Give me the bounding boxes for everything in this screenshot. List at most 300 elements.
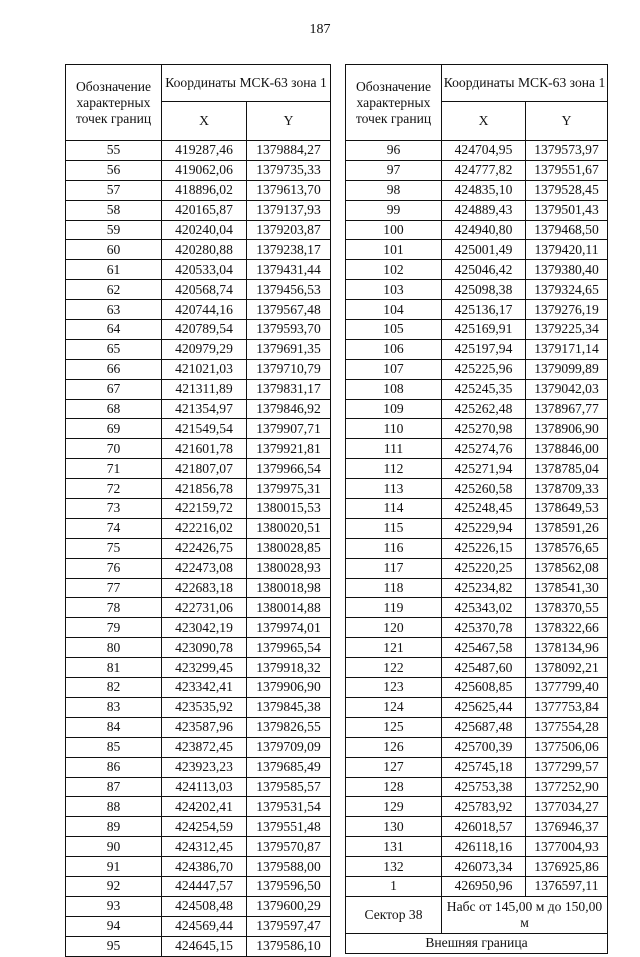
y-coordinate-cell: 1378906,90: [526, 419, 608, 439]
table-row: [346, 538, 608, 558]
y-column-header: Y: [247, 102, 331, 141]
x-coordinate-cell: 425226,15: [442, 538, 526, 558]
point-number-cell: 96: [346, 141, 442, 161]
y-coordinate-cell: 1379238,17: [247, 240, 331, 260]
sector-height-range: Набс от 145,00 м до 150,00 м: [442, 896, 608, 933]
table-row: [66, 658, 331, 678]
y-coordinate-cell: 1377252,90: [526, 777, 608, 797]
x-coordinate-cell: 425260,58: [442, 479, 526, 499]
x-coordinate-cell: 422426,75: [162, 538, 247, 558]
y-coordinate-cell: 1379042,03: [526, 379, 608, 399]
table-row: [346, 160, 608, 180]
point-number-cell: 129: [346, 797, 442, 817]
y-coordinate-cell: 1377004,93: [526, 837, 608, 857]
table-row: [66, 777, 331, 797]
x-coordinate-cell: 421354,97: [162, 399, 247, 419]
table-row: [66, 797, 331, 817]
y-coordinate-cell: 1379826,55: [247, 717, 331, 737]
table-row: [346, 618, 608, 638]
table-row: [346, 439, 608, 459]
x-coordinate-cell: 420533,04: [162, 260, 247, 280]
sector-label: Сектор 38: [346, 896, 442, 933]
y-coordinate-cell: 1377506,06: [526, 737, 608, 757]
y-coordinate-cell: 1380020,51: [247, 518, 331, 538]
y-coordinate-cell: 1378134,96: [526, 638, 608, 658]
table-row: [66, 598, 331, 618]
y-coordinate-cell: 1379420,11: [526, 240, 608, 260]
y-coordinate-cell: 1379735,33: [247, 160, 331, 180]
table-row: [66, 618, 331, 638]
y-coordinate-cell: 1377034,27: [526, 797, 608, 817]
x-coordinate-cell: 420744,16: [162, 300, 247, 320]
y-coordinate-cell: 1379203,87: [247, 220, 331, 240]
point-number-cell: 127: [346, 757, 442, 777]
x-coordinate-cell: 425783,92: [442, 797, 526, 817]
x-coordinate-cell: 425262,48: [442, 399, 526, 419]
y-coordinate-cell: 1379570,87: [247, 837, 331, 857]
table-row: [346, 598, 608, 618]
table-row: [346, 857, 608, 877]
x-coordinate-cell: 422159,72: [162, 499, 247, 519]
y-coordinate-cell: 1377799,40: [526, 678, 608, 698]
y-coordinate-cell: 1379531,54: [247, 797, 331, 817]
point-number-cell: 81: [66, 658, 162, 678]
x-coordinate-cell: 424889,43: [442, 200, 526, 220]
point-number-cell: 132: [346, 857, 442, 877]
x-coordinate-cell: 423342,41: [162, 678, 247, 698]
y-coordinate-cell: 1379324,65: [526, 280, 608, 300]
left-table-body: [66, 141, 331, 957]
x-coordinate-cell: 419062,06: [162, 160, 247, 180]
x-coordinate-cell: 425046,42: [442, 260, 526, 280]
coordinates-table-right: [345, 64, 608, 954]
x-coordinate-cell: 425225,96: [442, 359, 526, 379]
point-designation-header: Обозначение характерных точек границ: [66, 65, 162, 141]
y-coordinate-cell: 1379685,49: [247, 757, 331, 777]
table-row: [66, 300, 331, 320]
point-number-cell: 58: [66, 200, 162, 220]
point-number-cell: 83: [66, 697, 162, 717]
x-coordinate-cell: 426118,16: [442, 837, 526, 857]
table-row: [346, 777, 608, 797]
table-row: [66, 857, 331, 877]
table-row: [346, 419, 608, 439]
point-number-cell: 105: [346, 320, 442, 340]
table-row: [346, 399, 608, 419]
y-coordinate-cell: 1379528,45: [526, 180, 608, 200]
x-coordinate-cell: 425370,78: [442, 618, 526, 638]
y-coordinate-cell: 1379380,40: [526, 260, 608, 280]
point-number-cell: 88: [66, 797, 162, 817]
table-row: [66, 538, 331, 558]
point-number-cell: 57: [66, 180, 162, 200]
point-number-cell: 62: [66, 280, 162, 300]
point-number-cell: 73: [66, 499, 162, 519]
x-coordinate-cell: 425234,82: [442, 578, 526, 598]
x-coordinate-cell: 424312,45: [162, 837, 247, 857]
y-coordinate-cell: 1379884,27: [247, 141, 331, 161]
y-coordinate-cell: 1379600,29: [247, 896, 331, 916]
page-number: 187: [309, 22, 331, 37]
table-row: [346, 200, 608, 220]
point-number-cell: 102: [346, 260, 442, 280]
table-row: [346, 220, 608, 240]
point-number-cell: 95: [66, 936, 162, 956]
table-row: [346, 578, 608, 598]
x-coordinate-cell: 424645,15: [162, 936, 247, 956]
x-coordinate-cell: 420789,54: [162, 320, 247, 340]
x-coordinate-cell: 425001,49: [442, 240, 526, 260]
y-coordinate-cell: 1379276,19: [526, 300, 608, 320]
y-column-header: Y: [526, 102, 608, 141]
x-coordinate-cell: 425625,44: [442, 697, 526, 717]
x-coordinate-cell: 425343,02: [442, 598, 526, 618]
table-row: [346, 837, 608, 857]
y-coordinate-cell: 1379588,00: [247, 857, 331, 877]
x-coordinate-cell: 420568,74: [162, 280, 247, 300]
x-coordinate-cell: 425687,48: [442, 717, 526, 737]
table-row: [346, 817, 608, 837]
y-coordinate-cell: 1379573,97: [526, 141, 608, 161]
table-row: [66, 260, 331, 280]
table-row: [66, 320, 331, 340]
y-coordinate-cell: 1377554,28: [526, 717, 608, 737]
x-coordinate-cell: 422731,06: [162, 598, 247, 618]
x-coordinate-cell: 419287,46: [162, 141, 247, 161]
x-coordinate-cell: 424704,95: [442, 141, 526, 161]
table-row: [346, 459, 608, 479]
point-number-cell: 80: [66, 638, 162, 658]
table-row: [66, 916, 331, 936]
point-number-cell: 103: [346, 280, 442, 300]
point-number-cell: 72: [66, 479, 162, 499]
point-number-cell: 108: [346, 379, 442, 399]
y-coordinate-cell: 1380028,85: [247, 538, 331, 558]
point-number-cell: 61: [66, 260, 162, 280]
y-coordinate-cell: 1379225,34: [526, 320, 608, 340]
y-coordinate-cell: 1379613,70: [247, 180, 331, 200]
point-number-cell: 86: [66, 757, 162, 777]
y-coordinate-cell: 1376597,11: [526, 876, 608, 896]
y-coordinate-cell: 1378562,08: [526, 558, 608, 578]
table-row: [66, 379, 331, 399]
point-number-cell: 116: [346, 538, 442, 558]
y-coordinate-cell: 1379691,35: [247, 339, 331, 359]
x-coordinate-cell: 422216,02: [162, 518, 247, 538]
x-coordinate-cell: 424254,59: [162, 817, 247, 837]
y-coordinate-cell: 1378591,26: [526, 518, 608, 538]
x-coordinate-cell: 425753,38: [442, 777, 526, 797]
x-coordinate-cell: 425245,35: [442, 379, 526, 399]
x-coordinate-cell: 425467,58: [442, 638, 526, 658]
table-row: [66, 359, 331, 379]
point-number-cell: 118: [346, 578, 442, 598]
y-coordinate-cell: 1379907,71: [247, 419, 331, 439]
table-row: [66, 499, 331, 519]
table-row: [346, 697, 608, 717]
table-row: [346, 479, 608, 499]
y-coordinate-cell: 1379431,44: [247, 260, 331, 280]
x-column-header: X: [162, 102, 247, 141]
x-coordinate-cell: 423299,45: [162, 658, 247, 678]
table-row: [346, 678, 608, 698]
point-number-cell: 104: [346, 300, 442, 320]
point-number-cell: 117: [346, 558, 442, 578]
table-row: [346, 876, 608, 896]
x-coordinate-cell: 425274,76: [442, 439, 526, 459]
x-coordinate-cell: 426018,57: [442, 817, 526, 837]
x-coordinate-cell: 425700,39: [442, 737, 526, 757]
point-number-cell: 111: [346, 439, 442, 459]
y-coordinate-cell: 1379974,01: [247, 618, 331, 638]
point-number-cell: 65: [66, 339, 162, 359]
table-row: [66, 280, 331, 300]
x-coordinate-cell: 422683,18: [162, 578, 247, 598]
table-row: [346, 658, 608, 678]
table-row: [346, 141, 608, 161]
y-coordinate-cell: 1377753,84: [526, 697, 608, 717]
y-coordinate-cell: 1379551,48: [247, 817, 331, 837]
point-number-cell: 87: [66, 777, 162, 797]
y-coordinate-cell: 1379845,38: [247, 697, 331, 717]
x-coordinate-cell: 425136,17: [442, 300, 526, 320]
x-coordinate-cell: 425271,94: [442, 459, 526, 479]
point-number-cell: 124: [346, 697, 442, 717]
x-coordinate-cell: 425169,91: [442, 320, 526, 340]
x-coordinate-cell: 424386,70: [162, 857, 247, 877]
x-coordinate-cell: 425270,98: [442, 419, 526, 439]
point-number-cell: 128: [346, 777, 442, 797]
x-coordinate-cell: 426073,34: [442, 857, 526, 877]
point-number-cell: 92: [66, 876, 162, 896]
x-coordinate-cell: 424777,82: [442, 160, 526, 180]
table-row: [346, 260, 608, 280]
y-coordinate-cell: 1376946,37: [526, 817, 608, 837]
point-number-cell: 98: [346, 180, 442, 200]
y-coordinate-cell: 1380014,88: [247, 598, 331, 618]
x-coordinate-cell: 425229,94: [442, 518, 526, 538]
x-coordinate-cell: 424447,57: [162, 876, 247, 896]
point-number-cell: 100: [346, 220, 442, 240]
table-row: [66, 160, 331, 180]
point-number-cell: 101: [346, 240, 442, 260]
point-number-cell: 106: [346, 339, 442, 359]
boundary-type: Внешняя граница: [346, 933, 608, 953]
x-coordinate-cell: 424113,03: [162, 777, 247, 797]
y-coordinate-cell: 1378092,21: [526, 658, 608, 678]
table-row: [66, 180, 331, 200]
table-row: [346, 518, 608, 538]
y-coordinate-cell: 1378709,33: [526, 479, 608, 499]
x-coordinate-cell: 425248,45: [442, 499, 526, 519]
table-row: [346, 558, 608, 578]
point-number-cell: 68: [66, 399, 162, 419]
table-row: [66, 479, 331, 499]
table-row: [346, 180, 608, 200]
coordinates-header: Координаты МСК-63 зона 1: [442, 65, 608, 102]
y-coordinate-cell: 1378322,66: [526, 618, 608, 638]
y-coordinate-cell: 1379918,32: [247, 658, 331, 678]
y-coordinate-cell: 1379551,67: [526, 160, 608, 180]
table-row: [66, 200, 331, 220]
point-number-cell: 64: [66, 320, 162, 340]
point-number-cell: 126: [346, 737, 442, 757]
table-row: [66, 578, 331, 598]
coordinates-table-left: [65, 64, 331, 957]
point-number-cell: 55: [66, 141, 162, 161]
point-number-cell: 82: [66, 678, 162, 698]
x-coordinate-cell: 422473,08: [162, 558, 247, 578]
x-coordinate-cell: 425197,94: [442, 339, 526, 359]
y-coordinate-cell: 1379710,79: [247, 359, 331, 379]
point-designation-header: Обозначение характерных точек границ: [346, 65, 442, 141]
y-coordinate-cell: 1379171,14: [526, 339, 608, 359]
table-row: [346, 240, 608, 260]
y-coordinate-cell: 1379501,43: [526, 200, 608, 220]
point-number-cell: 67: [66, 379, 162, 399]
point-number-cell: 120: [346, 618, 442, 638]
y-coordinate-cell: 1378846,00: [526, 439, 608, 459]
point-number-cell: 114: [346, 499, 442, 519]
y-coordinate-cell: 1378785,04: [526, 459, 608, 479]
point-number-cell: 125: [346, 717, 442, 737]
coordinates-header: Координаты МСК-63 зона 1: [162, 65, 331, 102]
y-coordinate-cell: 1380028,93: [247, 558, 331, 578]
point-number-cell: 85: [66, 737, 162, 757]
point-number-cell: 123: [346, 678, 442, 698]
x-coordinate-cell: 423923,23: [162, 757, 247, 777]
table-row: [66, 419, 331, 439]
y-coordinate-cell: 1378541,30: [526, 578, 608, 598]
y-coordinate-cell: 1379567,48: [247, 300, 331, 320]
table-row: [66, 518, 331, 538]
y-coordinate-cell: 1379921,81: [247, 439, 331, 459]
x-coordinate-cell: 424202,41: [162, 797, 247, 817]
x-coordinate-cell: 420240,04: [162, 220, 247, 240]
table-row: [66, 936, 331, 956]
point-number-cell: 63: [66, 300, 162, 320]
table-row: [66, 141, 331, 161]
y-coordinate-cell: 1380015,53: [247, 499, 331, 519]
y-coordinate-cell: 1379099,89: [526, 359, 608, 379]
table-row: [66, 678, 331, 698]
y-coordinate-cell: 1378370,55: [526, 598, 608, 618]
point-number-cell: 91: [66, 857, 162, 877]
right-table-body: [346, 141, 608, 897]
x-column-header: X: [442, 102, 526, 141]
x-coordinate-cell: 423872,45: [162, 737, 247, 757]
x-coordinate-cell: 424835,10: [442, 180, 526, 200]
x-coordinate-cell: 420165,87: [162, 200, 247, 220]
x-coordinate-cell: 421601,78: [162, 439, 247, 459]
point-number-cell: 122: [346, 658, 442, 678]
y-coordinate-cell: 1378576,65: [526, 538, 608, 558]
x-coordinate-cell: 424940,80: [442, 220, 526, 240]
x-coordinate-cell: 425745,18: [442, 757, 526, 777]
table-row: [346, 757, 608, 777]
point-number-cell: 110: [346, 419, 442, 439]
x-coordinate-cell: 421021,03: [162, 359, 247, 379]
x-coordinate-cell: 418896,02: [162, 180, 247, 200]
point-number-cell: 93: [66, 896, 162, 916]
y-coordinate-cell: 1376925,86: [526, 857, 608, 877]
y-coordinate-cell: 1379975,31: [247, 479, 331, 499]
x-coordinate-cell: 420979,29: [162, 339, 247, 359]
point-number-cell: 107: [346, 359, 442, 379]
point-number-cell: 74: [66, 518, 162, 538]
table-row: [66, 737, 331, 757]
table-row: [66, 339, 331, 359]
y-coordinate-cell: 1379585,57: [247, 777, 331, 797]
x-coordinate-cell: 423090,78: [162, 638, 247, 658]
y-coordinate-cell: 1379593,70: [247, 320, 331, 340]
table-row: [346, 797, 608, 817]
point-number-cell: 75: [66, 538, 162, 558]
x-coordinate-cell: 424508,48: [162, 896, 247, 916]
table-row: [66, 757, 331, 777]
point-number-cell: 66: [66, 359, 162, 379]
point-number-cell: 60: [66, 240, 162, 260]
table-row: [66, 558, 331, 578]
table-row: [346, 359, 608, 379]
x-coordinate-cell: 425098,38: [442, 280, 526, 300]
y-coordinate-cell: 1379846,92: [247, 399, 331, 419]
table-row: [66, 459, 331, 479]
point-number-cell: 90: [66, 837, 162, 857]
x-coordinate-cell: 425487,60: [442, 658, 526, 678]
table-row: [66, 817, 331, 837]
y-coordinate-cell: 1379456,53: [247, 280, 331, 300]
y-coordinate-cell: 1379965,54: [247, 638, 331, 658]
table-row: [66, 896, 331, 916]
point-number-cell: 69: [66, 419, 162, 439]
x-coordinate-cell: 425608,85: [442, 678, 526, 698]
x-coordinate-cell: 424569,44: [162, 916, 247, 936]
table-row: [66, 876, 331, 896]
table-row: [346, 300, 608, 320]
x-coordinate-cell: 425220,25: [442, 558, 526, 578]
y-coordinate-cell: 1380018,98: [247, 578, 331, 598]
x-coordinate-cell: 421856,78: [162, 479, 247, 499]
table-row: [346, 737, 608, 757]
y-coordinate-cell: 1377299,57: [526, 757, 608, 777]
y-coordinate-cell: 1378649,53: [526, 499, 608, 519]
table-row: [346, 717, 608, 737]
x-coordinate-cell: 426950,96: [442, 876, 526, 896]
y-coordinate-cell: 1379468,50: [526, 220, 608, 240]
point-number-cell: 1: [346, 876, 442, 896]
y-coordinate-cell: 1379966,54: [247, 459, 331, 479]
x-coordinate-cell: 421549,54: [162, 419, 247, 439]
point-number-cell: 59: [66, 220, 162, 240]
point-number-cell: 71: [66, 459, 162, 479]
y-coordinate-cell: 1378967,77: [526, 399, 608, 419]
table-row: [346, 339, 608, 359]
table-row: [66, 439, 331, 459]
point-number-cell: 130: [346, 817, 442, 837]
table-row: [346, 280, 608, 300]
table-row: [66, 240, 331, 260]
point-number-cell: 78: [66, 598, 162, 618]
x-coordinate-cell: 421311,89: [162, 379, 247, 399]
table-row: [66, 697, 331, 717]
point-number-cell: 97: [346, 160, 442, 180]
table-row: [66, 717, 331, 737]
point-number-cell: 113: [346, 479, 442, 499]
table-row: [66, 837, 331, 857]
x-coordinate-cell: 423535,92: [162, 697, 247, 717]
point-number-cell: 119: [346, 598, 442, 618]
